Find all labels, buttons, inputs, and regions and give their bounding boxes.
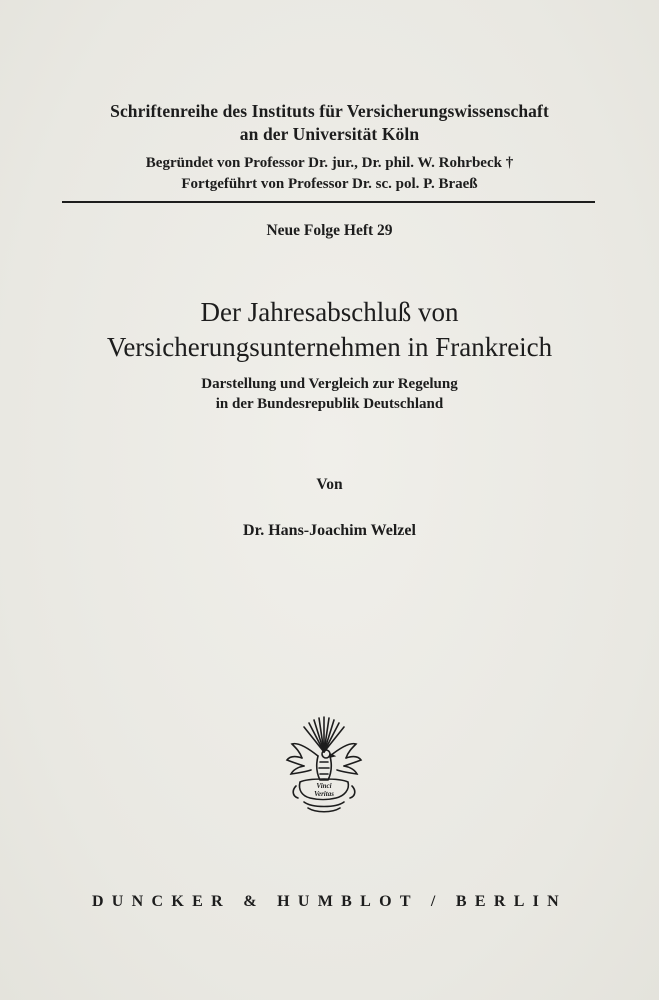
author-name: Dr. Hans-Joachim Welzel — [243, 522, 416, 539]
publisher-imprint: DUNCKER & HUMBLOT / BERLIN — [91, 893, 568, 910]
emblem-motto-line-1: Vinci — [316, 782, 332, 790]
book-subtitle-line-2: in der Bundesrepublik Deutschland — [215, 396, 444, 412]
series-title — [0, 100, 659, 146]
emblem-motto-line-2: Veritas — [314, 790, 334, 798]
eagle-emblem-icon — [278, 712, 370, 822]
book-title — [0, 295, 659, 365]
founded-by-line: Begründet von Professor Dr. jur., Dr. phil. W. Rohrbeck † — [145, 155, 514, 171]
book-subtitle-line-1: Darstellung und Vergleich zur Regelung — [201, 376, 458, 392]
series-editors — [0, 153, 659, 195]
series-title-line-2: an der Universität Köln — [239, 124, 420, 144]
book-title-line-2: Versicherungsunternehmen in Frankreich — [106, 332, 553, 362]
book-subtitle — [0, 374, 659, 414]
horizontal-rule — [62, 201, 595, 203]
series-number: Neue Folge Heft 29 — [266, 222, 393, 239]
by-label: Von — [316, 476, 343, 493]
book-title-line-1: Der Jahresabschluß von — [200, 297, 459, 327]
series-title-line-1: Schriftenreihe des Instituts für Versicherungswissenschaft — [110, 101, 549, 121]
continued-by-line: Fortgeführt von Professor Dr. sc. pol. P. Braeß — [181, 176, 478, 192]
